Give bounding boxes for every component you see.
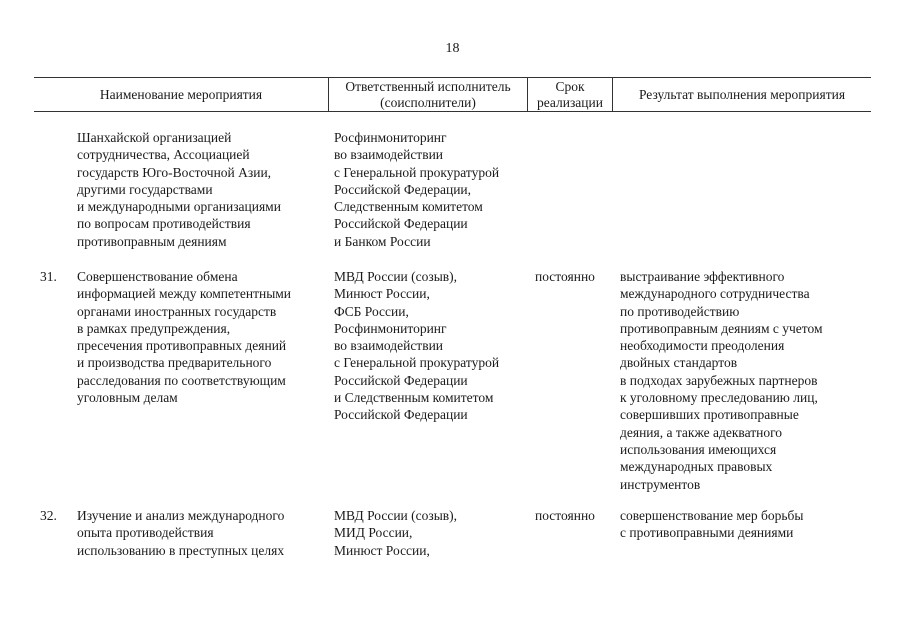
result-line: двойных стандартов [620, 355, 738, 371]
header-term-sublabel: реализации [537, 94, 603, 110]
result-line: противоправным деяниям с учетом [620, 320, 823, 336]
executor-line: Минюст России, [334, 542, 430, 558]
result-line: инструментов [620, 476, 701, 492]
executor-line: во взаимодействии [334, 147, 444, 163]
row-number: 32. [40, 508, 57, 523]
executor-line: МИД России, [334, 525, 413, 541]
table-row-31-executor [334, 268, 499, 424]
executor-line: с Генеральной прокуратурой [334, 164, 500, 180]
result-line: совершенствование мер борьбы [620, 508, 804, 523]
table-row-31-result [620, 268, 823, 493]
table-row-32-name [77, 507, 284, 559]
name-line: и производства предварительного [77, 355, 272, 371]
result-line: к уголовному преследованию лиц, [620, 390, 818, 406]
name-line: опыта противодействия [77, 525, 214, 541]
executor-line: ФСБ России, [334, 303, 409, 319]
name-line: и международными организациями [77, 199, 281, 215]
name-line: по вопросам противодействия [77, 216, 251, 232]
name-line: сотрудничества, Ассоциацией [77, 147, 250, 163]
result-line: международного сотрудничества [620, 286, 810, 302]
table-row-32-term: постоянно [535, 508, 595, 523]
name-line: информацией между компетентными [77, 286, 292, 302]
executor-line: с Генеральной прокуратурой [334, 355, 500, 371]
table-row-continuation-executor [334, 129, 499, 250]
name-line: Изучение и анализ международного [77, 508, 285, 523]
header-executor-sublabel: (соисполнители) [380, 94, 476, 110]
table-row-31-term: постоянно [535, 269, 595, 284]
result-line: в подходах зарубежных партнеров [620, 372, 818, 388]
name-line: в рамках предупреждения, [77, 320, 231, 336]
executor-line: Российской Федерации, [334, 181, 472, 197]
header-result-label: Результат выполнения мероприятия [638, 86, 846, 102]
result-line: международных правовых [620, 459, 773, 475]
header-term-label: Срок [555, 78, 585, 94]
page-number: 18 [445, 41, 460, 56]
result-line: выстраивание эффективного [620, 269, 785, 284]
executor-line: Российской Федерации [334, 216, 468, 232]
table-header-bottom-border [34, 111, 871, 112]
executor-line: Минюст России, [334, 286, 430, 302]
name-line: Шанхайской организацией [77, 130, 232, 145]
result-line: по противодействию [620, 303, 740, 319]
name-line: пресечения противоправных деяний [77, 338, 287, 354]
executor-line: МВД России (созыв), [334, 508, 458, 523]
row-number: 31. [40, 269, 57, 284]
table-row-31-name [77, 268, 291, 406]
name-line: расследования по соответствующим [77, 372, 286, 388]
header-executor [329, 78, 527, 111]
executor-line: Росфинмониторинг [334, 320, 447, 336]
table-row-32-executor [334, 507, 457, 559]
name-line: органами иностранных государств [77, 303, 277, 319]
result-line: с противоправными деяниями [620, 525, 794, 541]
header-name [34, 78, 328, 111]
result-line: необходимости преодоления [620, 338, 785, 354]
result-line: деяния, а также адекватного [620, 424, 783, 440]
executor-line: и Следственным комитетом [334, 390, 494, 406]
header-name-label: Наименование мероприятия [99, 86, 263, 102]
name-line: противоправным деяниям [77, 233, 227, 249]
name-line: уголовным делам [77, 390, 178, 406]
result-line: совершивших противоправные [620, 407, 799, 423]
executor-line: во взаимодействии [334, 338, 444, 354]
executor-line: МВД России (созыв), [334, 269, 458, 284]
name-line: другими государствами [77, 181, 213, 197]
name-line: государств Юго-Восточной Азии, [77, 164, 272, 180]
executor-line: и Банком России [334, 233, 431, 249]
executor-line: Росфинмониторинг [334, 130, 447, 145]
header-result [613, 78, 871, 111]
executor-line: Российской Федерации [334, 407, 468, 423]
name-line: Совершенствование обмена [77, 269, 238, 284]
header-term [528, 78, 612, 111]
table-row-32-result [620, 507, 803, 542]
executor-line: Следственным комитетом [334, 199, 483, 215]
executor-line: Российской Федерации [334, 372, 468, 388]
table-row-continuation-name [77, 129, 281, 250]
header-executor-label: Ответственный исполнитель [345, 78, 511, 94]
result-line: использования имеющихся [620, 441, 777, 457]
name-line: использованию в преступных целях [77, 542, 285, 558]
